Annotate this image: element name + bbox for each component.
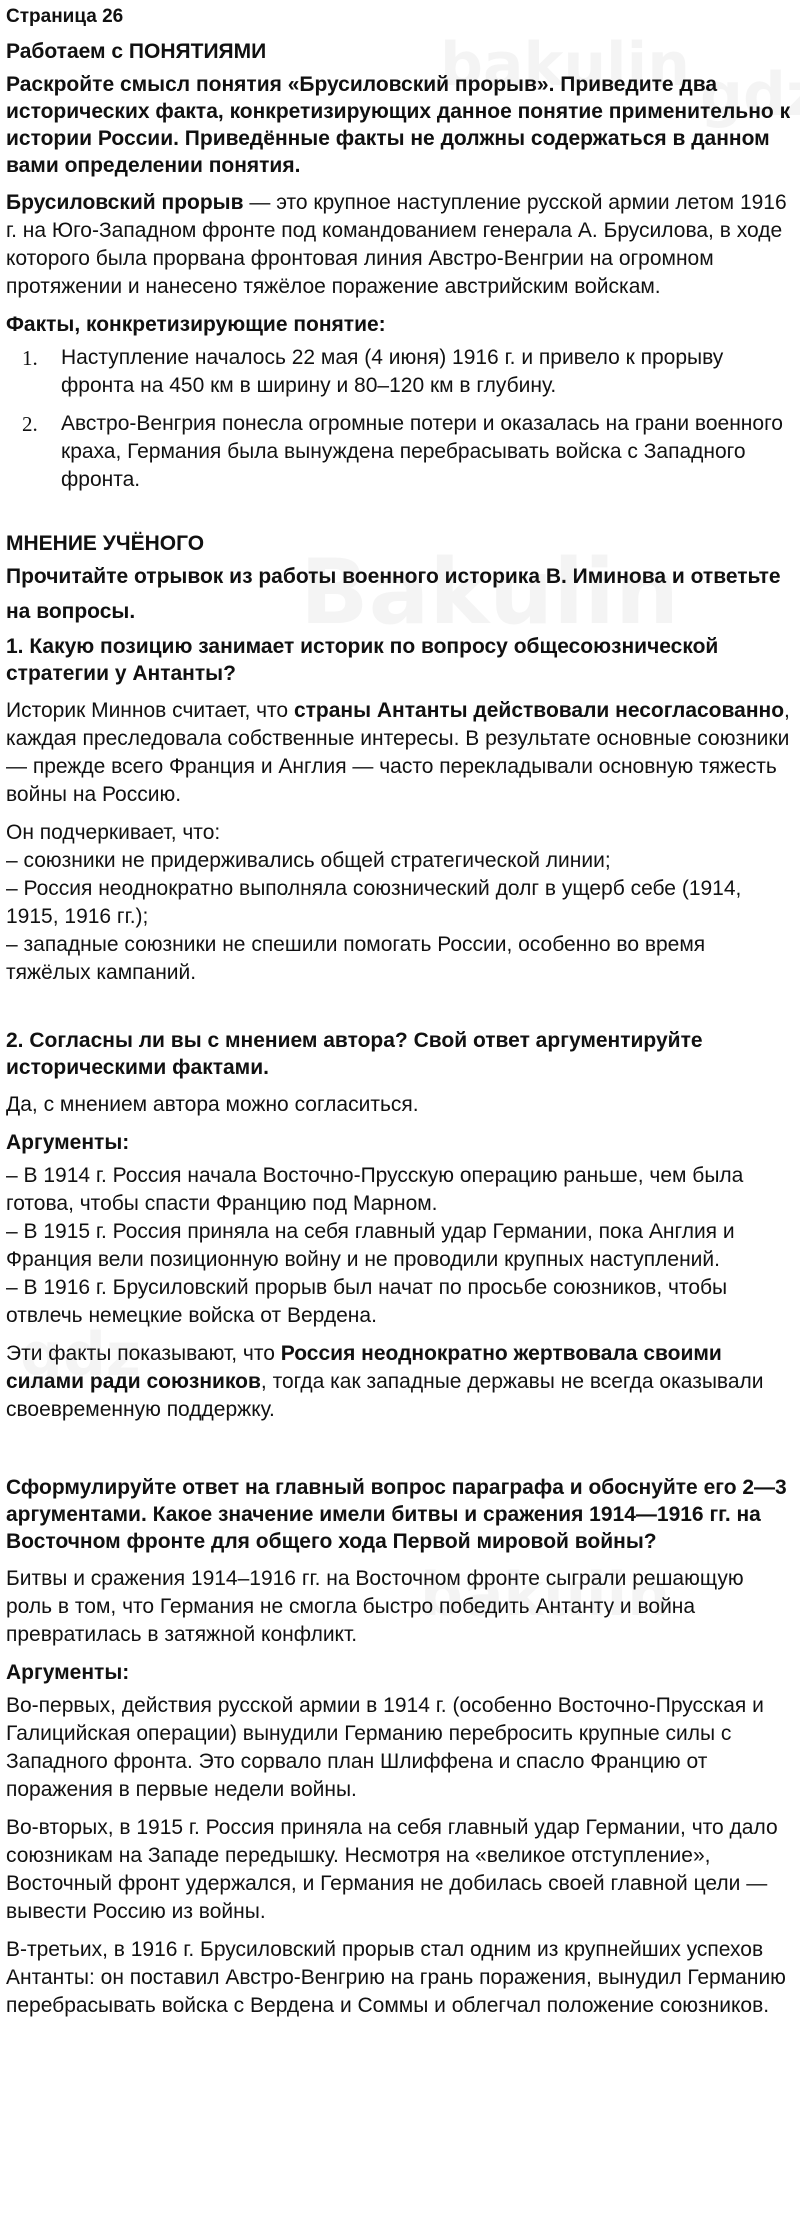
conclusion-emphasis: Россия неоднократно жертвовала своими силами ради союзников [6,1342,722,1393]
answer-1-points [6,819,794,987]
answer-1 [6,697,794,809]
main-arguments-heading: Аргументы: [6,1661,130,1684]
task-concept: Раскройте смысл понятия «Брусиловский прорыв». Приведите два исторических факта, конкретизирующих данное понятие применительно к истории России. Приведённые факты не должны содержаться в данном вами определении понятия. [6,73,791,177]
concept-term: Брусиловский прорыв [6,191,244,214]
list-item-number: 1. [22,346,38,370]
list-item: – союзники не придерживались общей стратегической линии; [6,849,611,872]
scholar-intro-line-2: на вопросы. [6,600,136,623]
argument-paragraph: Во-первых, действия русской армии в 1914 г. (особенно Восточно-Прусская и Галицийская операции) вынудили Германию перебросить крупные силы с Западного фронта. Это сорвало план Шлиффена и спасло Францию от поражения в первые недели войны. [6,1694,764,1801]
list-item: – В 1914 г. Россия начала Восточно-Прусскую операцию раньше, чем была готова, чтобы спасти Францию под Марном. [6,1164,744,1215]
question-1: 1. Какую позицию занимает историк по вопросу общесоюзнической стратегии у Антанты? [6,635,719,685]
argument-paragraph: Во-вторых, в 1915 г. Россия приняла на себя главный удар Германии, что дало союзникам на Западе передышку. Несмотря на «великое отступление», Восточный фронт удержался, и Германия не добилась своей главной цели — вывести Россию из войны. [6,1816,778,1923]
answer-1-emphasis: страны Антанты действовали несогласованно [293,699,785,722]
list-item: – В 1916 г. Брусиловский прорыв был начат по просьбе союзников, чтобы отвлечь немецкие войска от Вердена. [6,1276,728,1327]
concept-definition [6,189,794,301]
argument-paragraph: В-третьих, в 1916 г. Брусиловский прорыв стал одним из крупнейших успехов Антанты: он поставил Австро-Венгрию на грань поражения, вынудил Германию перебрасывать войска с Вердена и Соммы и облегчал положение союзников. [6,1938,786,2017]
answer-1-text-rest: , каждая преследовала собственные интересы. В результате основные союзники — прежде всего Франция и Англия — часто перекладывали основную тяжесть войны на Россию. [6,699,790,806]
arguments-heading: Аргументы: [6,1131,130,1154]
facts-heading: Факты, конкретизирующие понятие: [6,313,386,336]
list-item-number: 2. [22,412,38,436]
main-question: Сформулируйте ответ на главный вопрос параграфа и обоснуйте его 2—3 аргументами. Какое значение имели битвы и сражения 1914—1916 гг. на Восточном фронте для общего хода Первой мировой войны? [6,1476,787,1553]
conclusion-text-rest: , тогда как западные державы не всегда оказывали своевременную поддержку. [6,1370,764,1421]
main-answer: Битвы и сражения 1914–1916 гг. на Восточном фронте сыграли решающую роль в том, что Германия не смогла быстро победить Антанту и война превратилась в затяжной конфликт. [6,1567,744,1646]
arguments-list [6,1162,794,1330]
list-item: Он подчеркивает, что: [6,821,221,844]
conclusion-text: Эти факты показывают, что [6,1342,281,1365]
list-item: – Россия неоднократно выполняла союзнический долг в ущерб себе (1914, 1915, 1916 гг.); [6,877,742,928]
list-item [6,410,794,494]
page-number: Страница 26 [6,6,124,27]
question-2: 2. Согласны ли вы с мнением автора? Свой ответ аргументируйте историческими фактами. [6,1029,703,1079]
answer-2: Да, с мнением автора можно согласиться. [6,1093,419,1116]
section-title-concepts: Работаем с ПОНЯТИЯМИ [6,40,267,63]
facts-list [6,344,794,494]
list-item: – западные союзники не спешили помогать России, особенно во время тяжёлых кампаний. [6,933,706,984]
concept-definition-text: — это крупное наступление русской армии летом 1916 г. на Юго-Западном фронте под командованием генерала А. Брусилова, в ходе которого была прорвана фронтовая линия Австро-Венгрии на огромном протяжении и нанесено тяжёлое поражение австрийским войскам. [6,191,787,298]
scholar-intro-line-1: Прочитайте отрывок из работы военного историка В. Иминова и ответьте [6,565,781,588]
list-item-text: Наступление началось 22 мая (4 июня) 1916 г. и привело к прорыву фронта на 450 км в ширину и 80–120 км в глубину. [61,346,724,397]
list-item: – В 1915 г. Россия приняла на себя главный удар Германии, пока Англия и Франция вели позиционную войну и не проводили крупных наступлений. [6,1220,735,1271]
answer-1-text: Историк Миннов считает, что [6,699,294,722]
scholar-intro [6,563,794,625]
list-item-text: Австро-Венгрия понесла огромные потери и оказалась на грани военного краха, Германия была вынуждена перебрасывать войска с Западного фронта. [61,412,783,491]
section-title-scholar: МНЕНИЕ УЧЁНОГО [6,532,205,555]
conclusion [6,1340,794,1424]
list-item [6,344,794,400]
